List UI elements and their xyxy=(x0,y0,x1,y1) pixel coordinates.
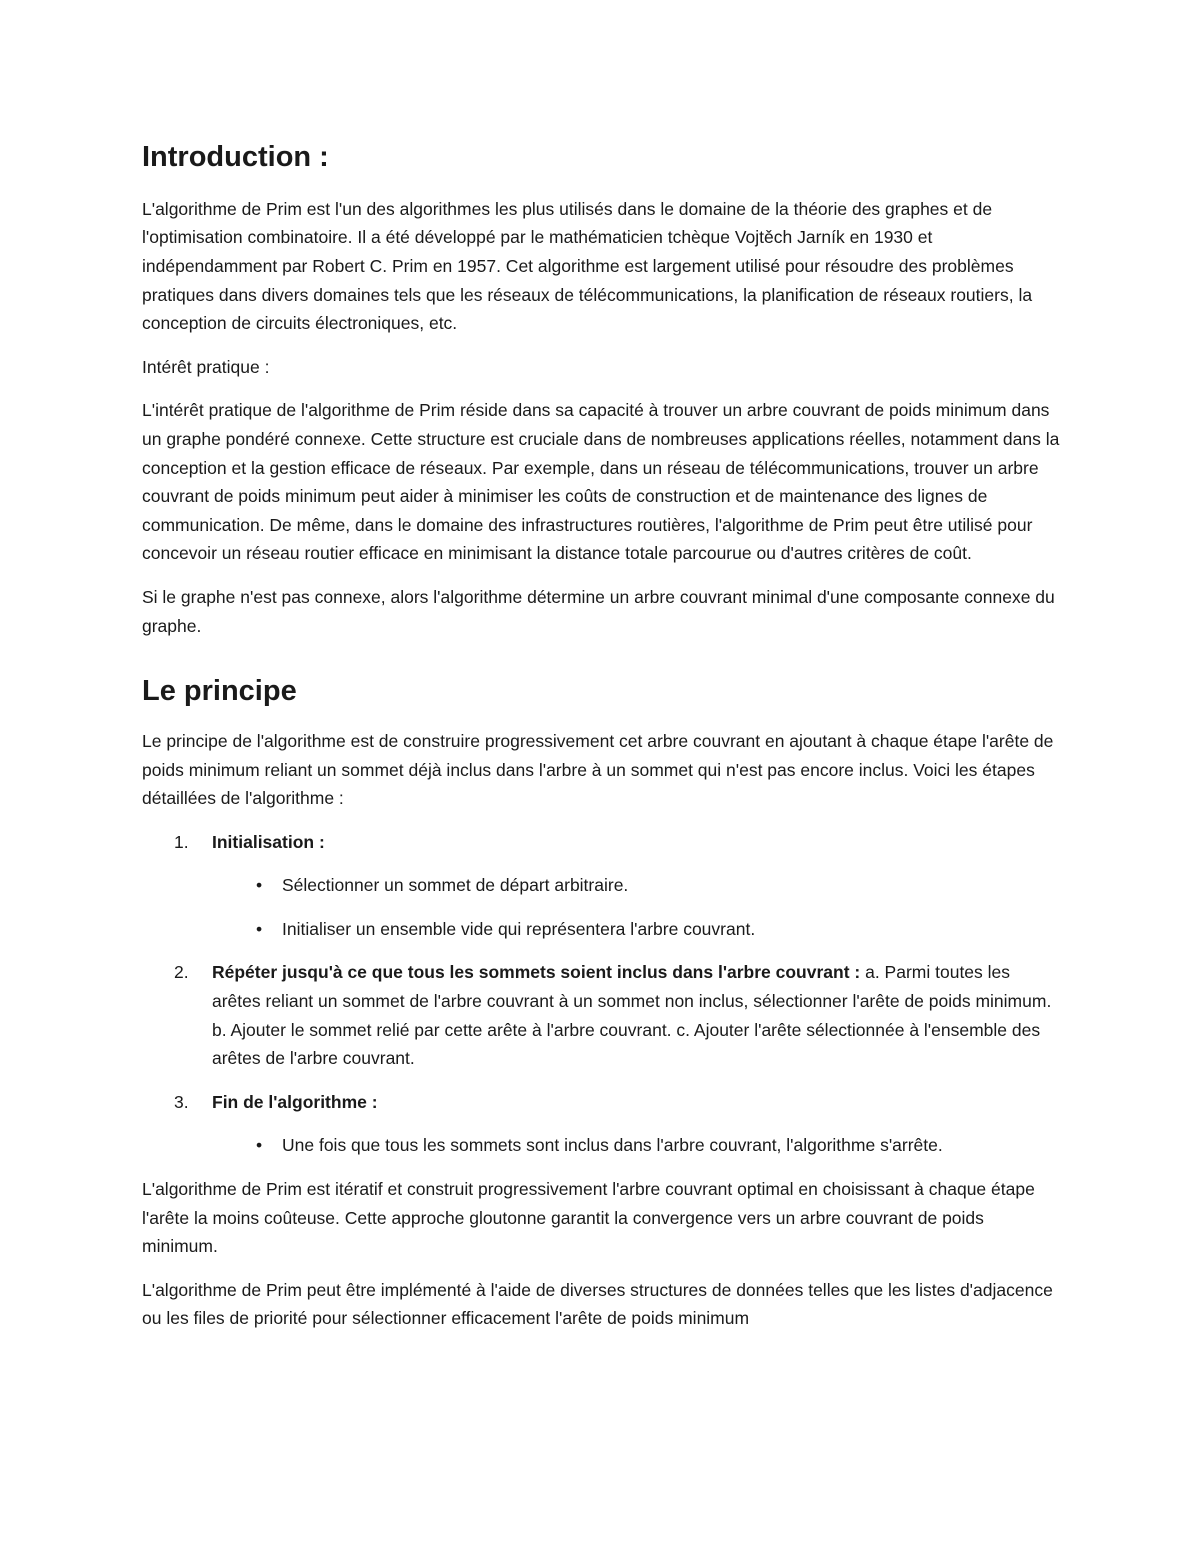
bullet-icon: • xyxy=(256,918,263,939)
bullet-text: Une fois que tous les sommets sont inclus dans l'arbre couvrant, l'algorithme s'arrête. xyxy=(282,1135,943,1156)
bullet-list xyxy=(212,1131,1062,1160)
bullet-list xyxy=(212,871,1062,943)
step-title: Répéter jusqu'à ce que tous les sommets soient inclus dans l'arbre couvrant : xyxy=(212,962,861,983)
step-number: 3. xyxy=(174,1091,189,1112)
connexe-paragraph: Si le graphe n'est pas connexe, alors l'algorithme détermine un arbre couvrant minimal d'une composante connexe du graphe. xyxy=(142,586,1055,636)
interet-label: Intérêt pratique : xyxy=(142,356,270,377)
bullet-text: Initialiser un ensemble vide qui représentera l'arbre couvrant. xyxy=(282,918,756,939)
step-number: 2. xyxy=(174,962,189,983)
step-item-initialisation xyxy=(142,828,1062,944)
intro-paragraph: L'algorithme de Prim est l'un des algorithmes les plus utilisés dans le domaine de la théorie des graphes et de l'optimisation combinatoire. Il a été développé par le mathématicien tchèque Vojtěch Jarník en 1930 et indépendamment par Robert C. Prim en 1957. Cet algorithme est largement utilisé pour résoudre des problèmes pratiques dans divers domaines tels que les réseaux de télécommunications, la planification de réseaux routiers, la conception de circuits électroniques, etc. xyxy=(142,198,1033,334)
list-item xyxy=(212,915,1062,944)
step-title: Initialisation : xyxy=(212,831,325,852)
list-item xyxy=(212,871,1062,900)
implementation-paragraph: L'algorithme de Prim peut être implémenté à l'aide de diverses structures de données telles que les listes d'adjacence ou les files de priorité pour sélectionner efficacement l'arête de poids minimum xyxy=(142,1279,1053,1329)
step-title: Fin de l'algorithme : xyxy=(212,1091,378,1112)
step-text: a. Parmi toutes les arêtes reliant un sommet de l'arbre couvrant à un sommet non inclus, sélectionner l'arête de poids minimum. b. Ajouter le sommet relié par cette arête à l'arbre couvrant. c. Ajouter l'arête sélectionnée à l'ensemble des arêtes de l'arbre couvrant. xyxy=(212,962,1052,1069)
steps-list xyxy=(142,828,1062,1160)
principe-heading: Le principe xyxy=(142,675,297,708)
step-item-repeter xyxy=(142,958,1062,1072)
introduction-heading: Introduction : xyxy=(142,141,329,173)
principe-paragraph: Le principe de l'algorithme est de construire progressivement cet arbre couvrant en ajoutant à chaque étape l'arête de poids minimum reliant un sommet déjà inclus dans l'arbre à un sommet qui n'est pas encore inclus. Voici les étapes détaillées de l'algorithme : xyxy=(142,730,1054,809)
iteratif-paragraph: L'algorithme de Prim est itératif et construit progressivement l'arbre couvrant optimal en choisissant à chaque étape l'arête la moins coûteuse. Cette approche gloutonne garantit la convergence vers un arbre couvrant de poids minimum. xyxy=(142,1179,1035,1257)
bullet-text: Sélectionner un sommet de départ arbitraire. xyxy=(282,875,629,896)
bullet-icon: • xyxy=(256,1135,263,1156)
list-item xyxy=(212,1131,1062,1160)
step-number: 1. xyxy=(174,831,189,852)
bullet-icon: • xyxy=(256,875,263,896)
interet-paragraph: L'intérêt pratique de l'algorithme de Prim réside dans sa capacité à trouver un arbre couvrant de poids minimum dans un graphe pondéré connexe. Cette structure est cruciale dans de nombreuses applications réelles, notamment dans la conception et la gestion efficace de réseaux. Par exemple, dans un réseau de télécommunications, trouver un arbre couvrant de poids minimum peut aider à minimiser les coûts de construction et de maintenance des lignes de communication. De même, dans le domaine des infrastructures routières, l'algorithme de Prim peut être utilisé pour concevoir un réseau routier efficace en minimisant la distance totale parcourue ou d'autres critères de coût. xyxy=(142,400,1060,564)
step-item-fin xyxy=(142,1088,1062,1160)
document-page xyxy=(142,140,1062,1348)
